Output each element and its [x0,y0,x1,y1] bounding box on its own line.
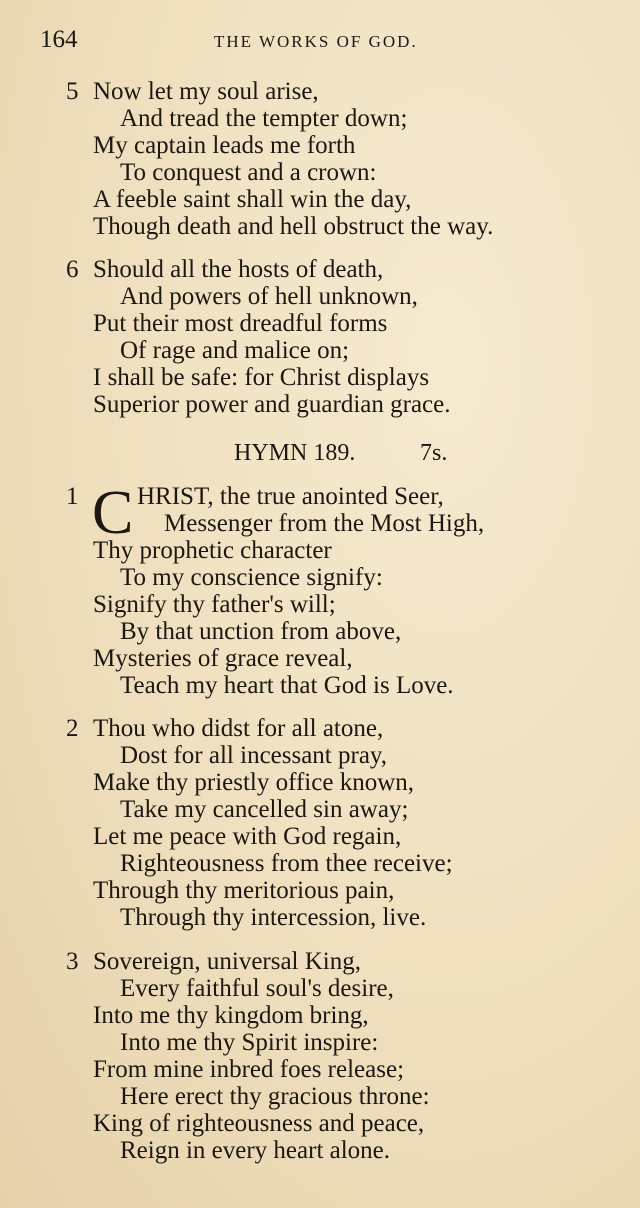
verse-line: Every faithful soul's desire, [120,975,394,1002]
verse-line: Through thy intercession, live. [120,904,427,931]
verse-line: Into me thy Spirit inspire: [120,1029,379,1056]
page-header [0,26,640,56]
stanza-number: 5 [66,78,79,105]
verse-line: Through thy meritorious pain, [93,877,395,904]
verse-line: Teach my heart that God is Love. [120,672,454,699]
verse-line: Put their most dreadful forms [93,310,388,337]
verse-line: Let me peace with God regain, [93,823,402,850]
verse-line: Take my cancelled sin away; [120,796,409,823]
verse-line: From mine inbred foes release; [93,1056,405,1083]
verse-line: And tread the tempter down; [120,105,408,132]
verse-line: Signify thy father's will; [93,591,336,618]
verse-line: Should all the hosts of death, [93,256,384,283]
stanza-number: 6 [66,256,79,283]
verse-line: And powers of hell unknown, [120,283,418,310]
verse-line: Reign in every heart alone. [120,1137,391,1164]
stanza-number: 1 [66,483,79,510]
stanza-number: 2 [66,715,79,742]
verse-line: Of rage and malice on; [120,337,350,364]
verse-line: Make thy priestly office known, [93,769,414,796]
verse-line: Sovereign, universal King, [93,948,362,975]
running-title: THE WORKS OF GOD. [214,32,418,51]
verse-line: My captain leads me forth [93,132,356,159]
verse-line: By that unction from above, [120,618,402,645]
stanza-number: 3 [66,948,79,975]
verse-line: HRIST, the true anointed Seer, [137,483,444,510]
verse-line: Righteousness from thee receive; [120,850,453,877]
verse-line: Thy prophetic character [93,537,332,564]
verse-line: King of righteousness and peace, [93,1110,425,1137]
verse-line: To my conscience signify: [120,564,383,591]
verse-line: Messenger from the Most High, [164,510,485,537]
drop-cap: C [92,479,134,547]
verse-line: I shall be safe: for Christ displays [93,364,430,391]
verse-line: Mysteries of grace reveal, [93,645,353,672]
verse-line: Here erect thy gracious throne: [120,1083,430,1110]
hymn-title: HYMN 189. [234,440,356,466]
verse-line: Superior power and guardian grace. [93,391,451,418]
hymn-meter: 7s. [420,440,448,466]
page-number: 164 [40,26,78,53]
verse-line: Though death and hell obstruct the way. [93,213,494,240]
verse-line: Now let my soul arise, [93,78,319,105]
verse-line: Dost for all incessant pray, [120,742,388,769]
verse-line: To conquest and a crown: [120,159,377,186]
verse-line: Thou who didst for all atone, [93,715,384,742]
verse-line: A feeble saint shall win the day, [93,186,412,213]
verse-line: Into me thy kingdom bring, [93,1002,369,1029]
